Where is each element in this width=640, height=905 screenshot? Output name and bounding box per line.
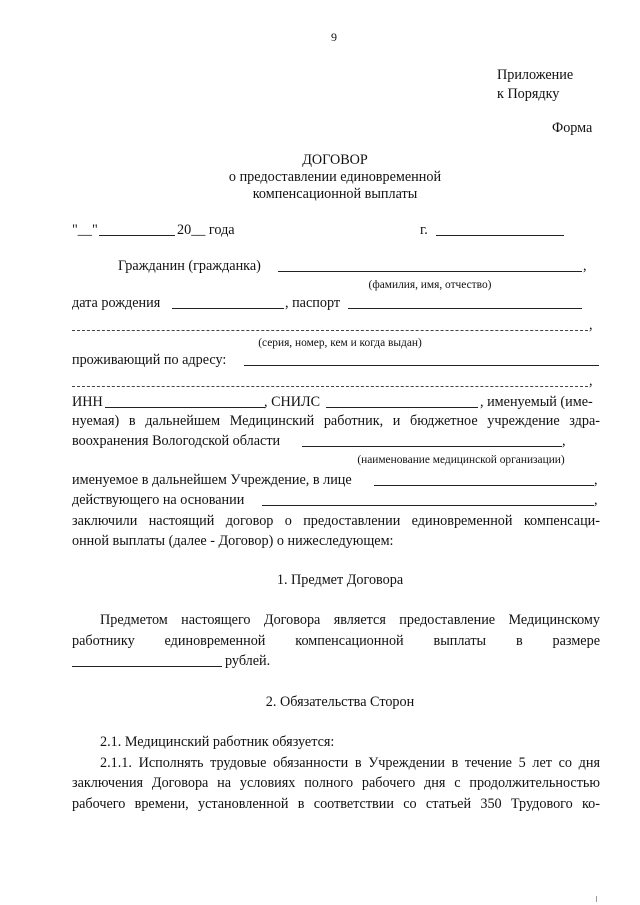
amount-field[interactable] bbox=[72, 666, 222, 667]
snils-label: , СНИЛС bbox=[264, 394, 321, 410]
named-label: , именуемый (име- bbox=[480, 394, 593, 410]
passport-label: , паспорт bbox=[285, 295, 341, 311]
org-comma: , bbox=[562, 433, 566, 449]
city-label: г. bbox=[420, 222, 428, 238]
ids-line2: нуемая) в дальнейшем Медицинский работник, и бюджетное учреждение здра- bbox=[72, 413, 600, 429]
title-sub1: о предоставлении единовременной bbox=[228, 169, 442, 185]
scan-mark bbox=[596, 896, 597, 902]
section2-item-2-1-1-c: рабочего времени, установленной в соответствии со статьей 350 Трудового ко- bbox=[72, 796, 600, 812]
org-hint: (наименование медицинской организации) bbox=[357, 454, 565, 466]
passport-details-field[interactable] bbox=[72, 330, 588, 331]
representative-field[interactable] bbox=[374, 485, 594, 486]
concluded-line2: онной выплаты (далее - Договор) о нижеследующем: bbox=[72, 533, 394, 549]
section2-heading: 2. Обязательства Сторон bbox=[265, 694, 415, 710]
passport-hint: (серия, номер, кем и когда выдан) bbox=[258, 337, 422, 349]
address-label: проживающий по адресу: bbox=[72, 352, 227, 368]
appendix-line1: Приложение bbox=[497, 67, 574, 83]
title-main: ДОГОВОР bbox=[302, 152, 368, 168]
citizen-label: Гражданин (гражданка) bbox=[118, 258, 261, 274]
section1-heading: 1. Предмет Договора bbox=[276, 572, 404, 588]
day-field[interactable] bbox=[99, 235, 175, 236]
representative-comma: , bbox=[594, 472, 598, 488]
section1-line1: Предметом настоящего Договора является предоставление Медицинскому bbox=[100, 612, 600, 628]
inn-label: ИНН bbox=[72, 394, 103, 410]
basis-label: действующего на основании bbox=[72, 492, 245, 508]
org-field[interactable] bbox=[302, 446, 562, 447]
form-label: Форма bbox=[552, 120, 593, 136]
title-sub2: компенсационной выплаты bbox=[252, 186, 418, 202]
snils-field[interactable] bbox=[326, 407, 478, 408]
date-year: 20__ года bbox=[177, 222, 235, 238]
passport-comma: , bbox=[589, 317, 593, 333]
appendix-line2: к Порядку bbox=[497, 86, 560, 102]
city-field[interactable] bbox=[436, 235, 564, 236]
address-field-2[interactable] bbox=[72, 386, 588, 387]
section2-item-2-1-1-a: 2.1.1. Исполнять трудовые обязанности в Учреждении в течение 5 лет со дня bbox=[100, 755, 600, 771]
section1-line3: рублей. bbox=[225, 653, 271, 669]
inn-field[interactable] bbox=[105, 407, 265, 408]
birth-label: дата рождения bbox=[72, 295, 161, 311]
page-number: 9 bbox=[331, 30, 337, 44]
institution-label: именуемое в дальнейшем Учреждение, в лице bbox=[72, 472, 352, 488]
fio-field[interactable] bbox=[278, 271, 582, 272]
address-field-1[interactable] bbox=[244, 365, 599, 366]
address-comma: , bbox=[589, 373, 593, 389]
concluded-line1: заключили настоящий договор о предоставлении единовременной компенсаци- bbox=[72, 513, 600, 529]
basis-comma: , bbox=[594, 492, 598, 508]
basis-field[interactable] bbox=[262, 505, 594, 506]
fio-comma: , bbox=[583, 258, 587, 274]
section2-item-2-1: 2.1. Медицинский работник обязуется: bbox=[100, 734, 335, 750]
passport-field[interactable] bbox=[348, 308, 582, 309]
section2-item-2-1-1-b: заключения Договора на условиях полного рабочего дня с продолжительностью bbox=[72, 775, 600, 791]
birth-field[interactable] bbox=[172, 308, 284, 309]
section1-line2: работнику единовременной компенсационной выплаты в размере bbox=[72, 633, 600, 649]
ids-line3: воохранения Вологодской области bbox=[72, 433, 281, 449]
fio-hint: (фамилия, имя, отчество) bbox=[368, 279, 492, 291]
date-quote: "__" bbox=[72, 222, 98, 238]
